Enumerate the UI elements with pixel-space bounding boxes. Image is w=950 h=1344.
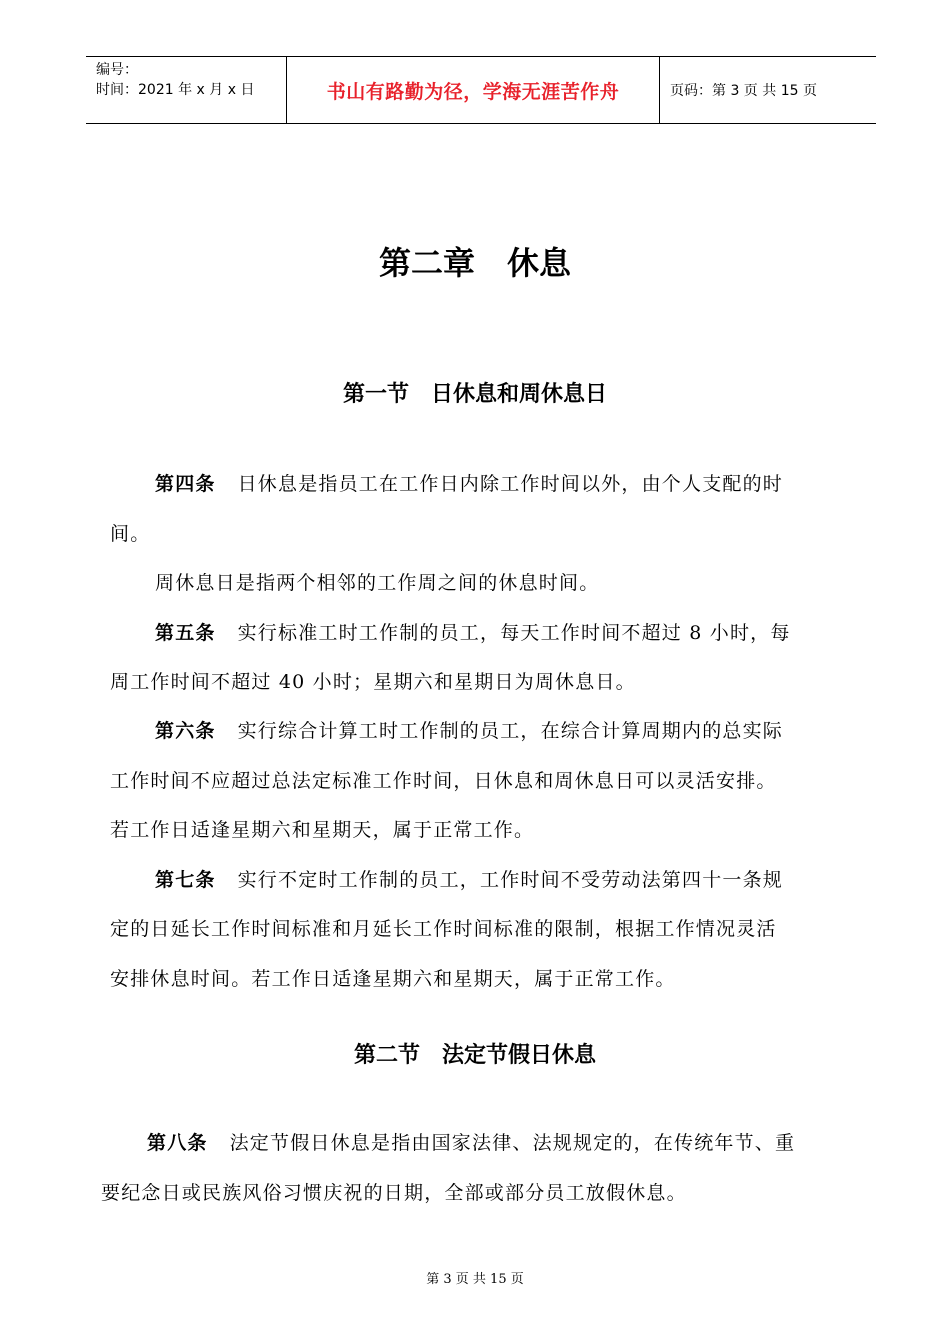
article-6-line-1 [155,706,783,756]
article-4-line-1 [155,459,783,509]
article-7-line-2: 定的日延长工作时间标准和月延长工作时间标准的限制，根据工作情况灵活 [110,918,777,940]
article-8-text-1: 法定节假日休息是指由国家法律、法规规定的，在传统年节、重 [229,1132,796,1154]
article-5-label: 第五条 [155,622,216,644]
section-title-2: 第二节 法定节假日休息 [353,1043,596,1068]
article-8-line-1 [147,1118,795,1168]
article-7-line-1 [155,855,783,905]
page-footer: 第 3 页 共 15 页 [426,1272,524,1287]
page-info-text: 页码：第 3 页 共 15 页 [670,83,817,99]
section-title-1: 第一节 日休息和周休息日 [342,382,607,407]
article-6-line-3: 若工作日适逢星期六和星期天，属于正常工作。 [110,819,535,841]
article-4-line-3: 周休息日是指两个相邻的工作周之间的休息时间。 [155,572,600,594]
chapter-title: 第二章 休息 [378,244,571,282]
header-meta [86,57,287,123]
article-4-line-2: 间。 [110,523,151,545]
article-4-text-1: 日休息是指员工在工作日内除工作时间以外，由个人支配的时 [237,473,784,495]
article-7-text-1: 实行不定时工作制的员工，工作时间不受劳动法第四十一条规 [237,869,784,891]
serial-number-label: 编号： [96,62,138,78]
date-label: 时间：2021 年 x 月 x 日 [96,82,255,98]
article-5-line-1 [155,608,791,658]
article-5-text-1: 实行标准工时工作制的员工，每天工作时间不超过 8 小时，每 [237,622,791,644]
header-page-info [660,57,876,123]
motto-text: 书山有路勤为径，学海无涯苦作舟 [326,80,620,103]
article-5-line-2: 周工作时间不超过 40 小时；星期六和星期日为周休息日。 [110,671,636,693]
article-4-label: 第四条 [155,473,216,495]
article-7-line-3: 安排休息时间。若工作日适逢星期六和星期天，属于正常工作。 [110,968,676,990]
article-8-line-2: 要纪念日或民族风俗习惯庆祝的日期，全部或部分员工放假休息。 [101,1182,687,1204]
article-6-label: 第六条 [155,720,216,742]
article-7-label: 第七条 [155,869,216,891]
header-motto-cell [287,57,660,123]
article-6-text-1: 实行综合计算工时工作制的员工，在综合计算周期内的总实际 [237,720,784,742]
article-6-line-2: 工作时间不应超过总法定标准工作时间，日休息和周休息日可以灵活安排。 [110,770,777,792]
article-8-label: 第八条 [147,1132,208,1154]
page-header [86,56,876,124]
